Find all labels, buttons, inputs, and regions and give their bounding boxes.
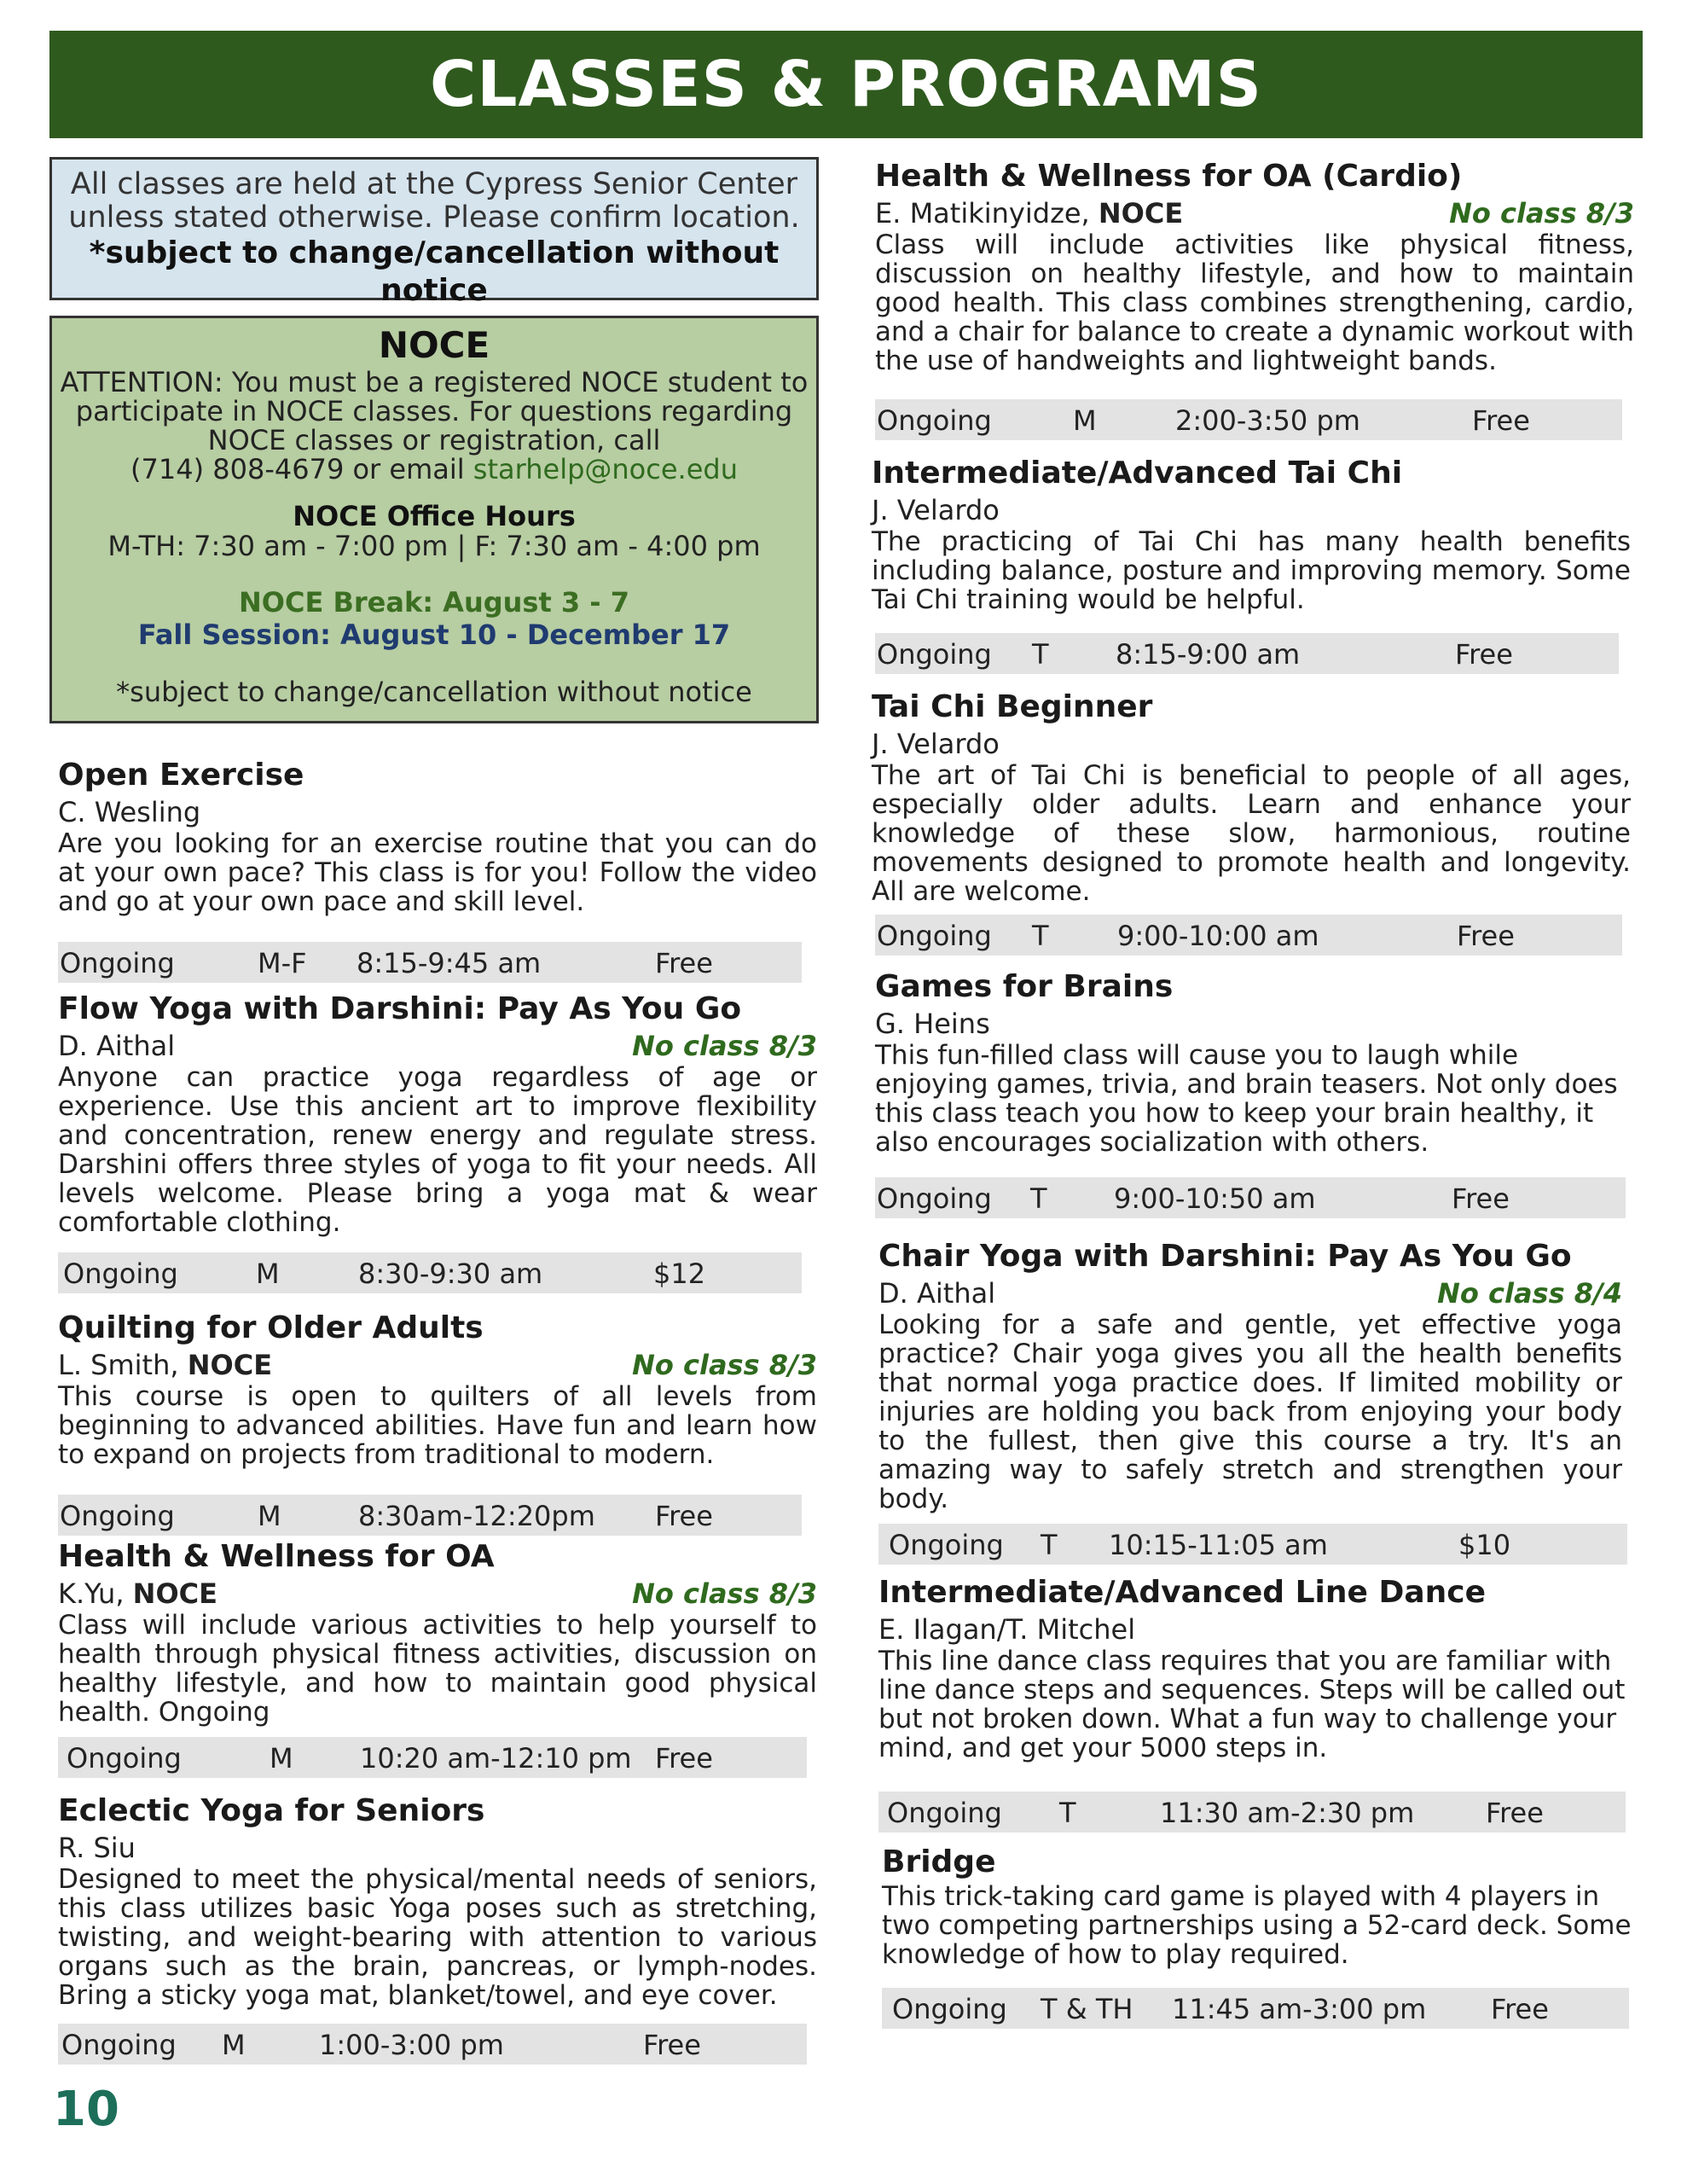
instructor-line [58,1029,817,1063]
instructor: D. Aithal [58,1030,176,1062]
days: M [1073,404,1097,437]
time: 9:00-10:50 am [1114,1182,1316,1215]
noce-info-box [49,316,819,723]
instructor: C. Wesling [58,796,201,828]
noce-fall-session: Fall Session: August 10 - December 17 [137,619,731,651]
status: Ongoing [60,947,175,979]
days: T & TH [1041,1993,1133,2025]
schedule-row [58,1252,802,1293]
days: T [1041,1529,1058,1561]
class-flow-yoga [58,990,817,1237]
class-title: Bridge [882,1844,996,1879]
class-title: Tai Chi Beginner [872,689,1153,724]
notice-subject: *subject to change/cancellation without notice [89,235,780,308]
days: M [258,1500,281,1532]
schedule-row [882,1988,1629,2029]
class-health-wellness-cardio [875,157,1634,375]
instructor-name: L. Smith, [58,1349,188,1381]
schedule-row [58,942,802,983]
schedule-row [878,1792,1626,1833]
class-advanced-tai-chi [872,454,1631,614]
class-description: This trick-taking card game is played with 4 players in two competing partnerships using a 52-card deck. Some knowledge of how to play required. [882,1881,1632,1970]
time: 8:15-9:00 am [1116,638,1301,671]
class-description: This fun-filled class will cause you to laugh while enjoying games, trivia, and brain teasers. Not only does this class teach you how to keep your brain healthy, it also encourages socialization with others. [875,1040,1618,1158]
status: Ongoing [67,1742,182,1774]
class-games-for-brains [875,967,1634,1157]
noce-tag: NOCE [132,1577,217,1610]
class-eclectic-yoga [58,1792,817,2010]
class-description: The practicing of Tai Chi has many health benefits including balance, posture and improving memory. Some Tai Chi training would be helpful. [872,526,1631,615]
instructor [58,1577,217,1611]
noce-attention-3: NOCE classes or registration, call [207,424,661,456]
schedule-row [878,1524,1627,1565]
cost: Free [655,1742,713,1774]
cost: Free [1452,1182,1510,1215]
noce-hours: M-TH: 7:30 am - 7:00 pm | F: 7:30 am - 4:00 pm [107,530,761,562]
time: 2:00-3:50 pm [1175,404,1360,437]
cost: $10 [1458,1529,1511,1561]
schedule-row [58,2024,807,2065]
class-title: Open Exercise [58,758,304,793]
instructor-line [58,1348,817,1382]
cost: Free [655,1500,713,1532]
instructor-line [872,493,1631,527]
status: Ongoing [892,1993,1007,2025]
instructor: G. Heins [875,1008,990,1040]
instructor: J. Velardo [872,494,1000,526]
schedule-row [58,1737,807,1778]
instructor-name: K.Yu, [58,1577,133,1610]
noce-contact [52,455,816,484]
schedule-row [875,915,1622,956]
schedule-row [58,1495,802,1536]
instructor [875,196,1183,230]
page-banner [49,31,1643,138]
cost: Free [1472,404,1530,437]
class-tai-chi-beginner [872,688,1631,906]
instructor-line [875,196,1634,230]
class-description: This line dance class requires that you are familiar with line dance steps and sequences. Steps will be called out but not broken down. What a fun way to challenge your mind, and get your 5000 steps in. [878,1646,1626,1763]
noce-tag: NOCE [187,1349,273,1381]
instructor-line [875,1007,1634,1041]
class-description: The art of Tai Chi is beneficial to people of all ages, especially older adults. Learn and enhance your knowledge of these slow, harmonious, routine movements designed to promote health and longevity. All are welcome. [872,760,1631,907]
noce-break: NOCE Break: August 3 - 7 [239,586,629,619]
noce-title: NOCE [378,324,490,366]
instructor-line [878,1612,1638,1647]
noce-email-link[interactable]: starhelp@noce.edu [472,453,738,485]
time: 8:30-9:30 am [358,1258,543,1290]
class-title: Quilting for Older Adults [58,1310,484,1345]
days: M [256,1258,280,1290]
class-title: Intermediate/Advanced Tai Chi [872,456,1403,491]
days: T [1059,1797,1076,1829]
time: 10:20 am-12:10 pm [360,1742,632,1774]
instructor-line [58,1831,817,1865]
noce-attention-2: participate in NOCE classes. For questions regarding [75,395,793,427]
notice-line-1: All classes are held at the Cypress Senior Center [70,167,798,201]
instructor-line [58,795,817,829]
schedule-row [875,633,1619,674]
instructor: E. Ilagan/T. Mitchel [878,1613,1136,1646]
instructor [58,1348,272,1382]
instructor-line [58,1577,817,1611]
class-description: Designed to meet the physical/mental needs of seniors, this class utilizes basic Yoga poses such as stretching, twisting, and weight-bearing with attention to various organs such as the brain, pancreas, or lymph-nodes. Bring a sticky yoga mat, blanket/towel, and eye cover. [58,1864,817,2011]
days: M [222,2029,246,2061]
class-description: Class will include activities like physical fitness, discussion on healthy lifestyle, and how to maintain good health. This class combines strengthening, cardio, and a chair for balance to create a dynamic workout with the use of handweights and lightweight bands. [875,229,1634,376]
class-title: Chair Yoga with Darshini: Pay As You Go [878,1239,1572,1274]
days: M [270,1742,293,1774]
class-title: Games for Brains [875,969,1174,1004]
class-title: Intermediate/Advanced Line Dance [878,1575,1487,1610]
notice-line-2: unless stated otherwise. Please confirm location. [68,200,800,235]
noce-attention-1: ATTENTION: You must be a registered NOCE student to [60,366,809,398]
status: Ongoing [61,2029,177,2061]
class-chair-yoga [878,1237,1622,1513]
class-description: Are you looking for an exercise routine that you can do at your own pace? This class is for you! Follow the video and go at your own pace and skill level. [58,828,817,917]
status: Ongoing [889,1529,1004,1561]
cost: Free [1457,920,1515,952]
class-quilting [58,1309,817,1469]
instructor-name: E. Matikinyidze, [875,197,1099,229]
cost: Free [1486,1797,1544,1829]
instructor-line [872,727,1631,761]
schedule-row [875,399,1622,440]
class-description: Anyone can practice yoga regardless of age or experience. Use this ancient art to improve flexibility and concentration, renew energy and regulate stress. Darshini offers three styles of yoga to fit your needs. All levels welcome. Please bring a yoga mat & wear comfortable clothing. [58,1062,817,1238]
no-class-note: No class 8/4 [1437,1277,1622,1310]
instructor: R. Siu [58,1832,136,1864]
status: Ongoing [877,404,992,437]
instructor-line [878,1276,1622,1310]
class-health-wellness [58,1537,817,1727]
cost: Free [1455,638,1513,671]
noce-tag: NOCE [1098,197,1184,229]
cost: $12 [653,1258,706,1290]
class-title: Eclectic Yoga for Seniors [58,1793,485,1828]
no-class-note: No class 8/3 [632,1577,817,1610]
cost: Free [655,947,713,979]
no-class-note: No class 8/3 [1449,197,1634,229]
noce-subject: *subject to change/cancellation without notice [116,676,752,708]
time: 8:15-9:45 am [357,947,542,979]
days: M-F [258,947,307,979]
noce-hours-title: NOCE Office Hours [293,500,576,532]
class-open-exercise [58,756,817,916]
status: Ongoing [63,1258,178,1290]
time: 11:30 am-2:30 pm [1160,1797,1415,1829]
status: Ongoing [887,1797,1002,1829]
class-title: Health & Wellness for OA (Cardio) [875,159,1463,194]
time: 8:30am-12:20pm [358,1500,595,1532]
time: 11:45 am-3:00 pm [1172,1993,1427,2025]
class-line-dance [878,1573,1638,1763]
noce-phone: (714) 808-4679 or email [130,453,473,485]
class-bridge [882,1843,1632,1969]
cost: Free [643,2029,701,2061]
instructor: J. Velardo [872,728,1000,760]
page-number: 10 [53,2082,119,2137]
status: Ongoing [60,1500,175,1532]
no-class-note: No class 8/3 [632,1349,817,1381]
class-title: Health & Wellness for OA [58,1539,495,1574]
no-class-note: No class 8/3 [632,1030,817,1062]
location-notice [49,157,819,308]
schedule-row [875,1177,1626,1218]
time: 10:15-11:05 am [1109,1529,1328,1561]
class-description: Class will include various activities to help yourself to health through physical fitness activities, discussion on healthy lifestyle, and how to maintain good physical health. Ongoing [58,1610,817,1728]
status: Ongoing [877,638,992,671]
class-title: Flow Yoga with Darshini: Pay As You Go [58,991,742,1026]
cost: Free [1491,1993,1549,2025]
days: T [1032,638,1049,671]
instructor: D. Aithal [878,1277,996,1310]
page-title: CLASSES & PROGRAMS [430,48,1262,121]
time: 9:00-10:00 am [1117,920,1319,952]
class-description: Looking for a safe and gentle, yet effective yoga practice? Chair yoga gives you all the health benefits that normal yoga practice does. If limited mobility or injuries are holding you back from enjoying your body to the fullest, then give this course a try. It's an amazing way to safely stretch and strengthen your body. [878,1310,1622,1514]
class-description: This course is open to quilters of all levels from beginning to advanced abilities. Have fun and learn how to expand on projects from traditional to modern. [58,1381,817,1470]
status: Ongoing [877,920,992,952]
days: T [1030,1182,1047,1215]
days: T [1032,920,1049,952]
status: Ongoing [877,1182,992,1215]
time: 1:00-3:00 pm [319,2029,504,2061]
